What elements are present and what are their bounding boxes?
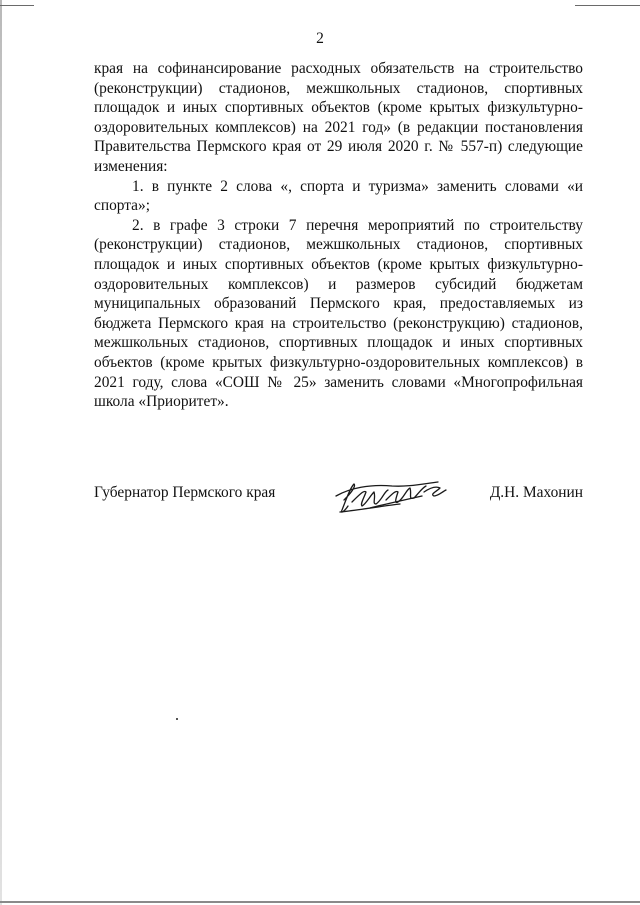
- amendment-item-1: 1. в пункте 2 слова «, спорта и туризма» заменить словами «и спорта»;: [94, 177, 583, 215]
- signatory-position: Губернатор Пермского края: [94, 484, 276, 501]
- scan-top-right-edge: [575, 5, 640, 6]
- intro-paragraph: края на софинансирование расходных обязательств на строительство (реконструкции) стадионов, межшкольных стадионов, спортивных площадок и иных спортивных объектов (кроме крытых физкультурно-оздоровительных комплексов) на 2021 год» (в редакции постановления Правительства Пермского края от 29 июля 2020 г. № 557-п) следующие изменения:: [94, 60, 583, 175]
- scan-left-edge: [0, 0, 2, 905]
- page-number: 2: [316, 30, 324, 47]
- amendment-item-2: 2. в графе 3 строки 7 перечня мероприятий по строительству (реконструкции) стадионов, межшкольных стадионов, спортивных площадок и иных спортивных объектов (кроме крытых физкультурно-оздоровительных комплексов) и размеров субсидий бюджетам муниципальных образований Пермского края, предоставляемых из бюджета Пермского края на строительство (реконструкцию) стадионов, межшкольных стадионов, спортивных площадок и иных спортивных объектов (кроме крытых физкультурно-оздоровительных комплексов) в 2021 году, слова «СОШ № 25» заменить словами «Многопрофильная школа «Приоритет».: [94, 216, 583, 411]
- handwritten-signature: [330, 474, 450, 518]
- scan-top-edge: [0, 5, 34, 6]
- scan-artifact-dot: [176, 718, 178, 720]
- document-body: [94, 59, 583, 412]
- scan-bottom-edge: [0, 901, 640, 903]
- signatory-name: Д.Н. Махонин: [489, 484, 583, 501]
